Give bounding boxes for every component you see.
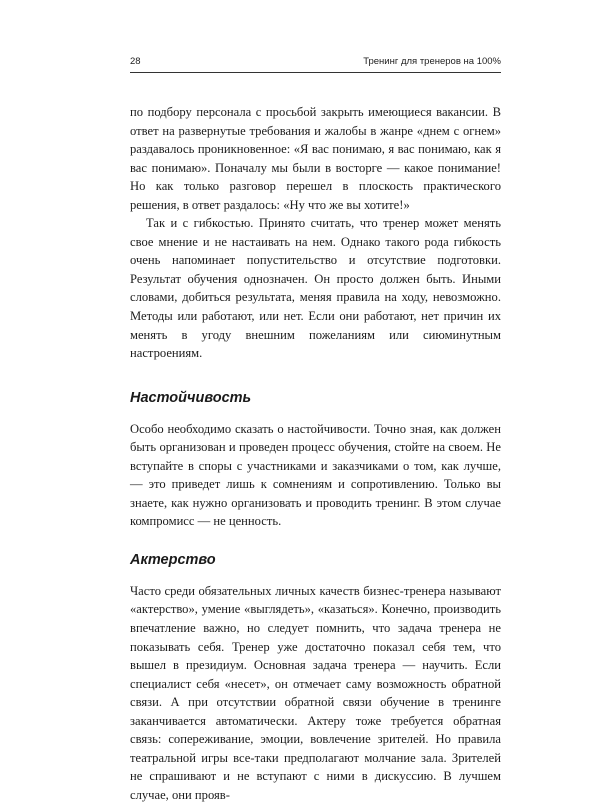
paragraph-1: по подбору персонала с просьбой закрыть имеющиеся вакансии. В ответ на развернутые требования и жалобы в жанре «днем с огнем» раздавалось проникновенное: «Я вас понимаю, я вас понимаю, как я вас понимаю». Поначалу мы были в восторге — какое понимание! Но как только разговор перешел в плоскость практического решения, в ответ раздалось: «Ну что же вы хотите!» bbox=[130, 105, 501, 212]
paragraph-3: Особо необходимо сказать о настойчивости. Точно зная, как должен быть организован и проведен процесс обучения, стойте на своем. Не вступайте в споры с участниками и заказчиками о том, как лучше, — это приведет лишь к сомнениям и сопротивлению. Только вы знаете, как нужно организовать и проводить тренинг. В этом случае компромисс — не ценность. bbox=[130, 421, 501, 529]
section-heading-persistence: Настойчивость bbox=[130, 389, 252, 406]
header-divider bbox=[130, 72, 501, 73]
book-title: Тренинг для тренеров на 100% bbox=[363, 56, 501, 67]
page-body bbox=[130, 103, 501, 805]
section-heading-acting: Актерство bbox=[130, 551, 216, 568]
paragraph-4: Часто среди обязательных личных качеств бизнес-тренера называют «актерство», умение «выглядеть», «казаться». Конечно, производить впечатление важно, но следует помнить, что задача тренера не показывать себя. Тренер уже достаточно показал себя тем, что вышел в президиум. Основная задача тренера — научить. Если специалист себя «несет», он отмечает саму возможность обратной связи. А при отсутствии обратной связи обучение в тренинге заканчивается автоматически. Актеру тоже требуется обратная связь: сопереживание, эмоции, вовлечение зрителей. Но правила театральной игры все-таки предполагают молчание зала. Зрителей не спрашивают и не вступают с ними в дискуссию. В лучшем случае, они прояв- bbox=[130, 583, 501, 802]
paragraph-2: Так и с гибкостью. Принято считать, что тренер может менять свое мнение и не настаивать на нем. Однако такого рода гибкость очень напоминает попустительство и отсутствие подготовки. Результат обучения однозначен. Он просто должен быть. Иными словами, добиться результата, меняя правила на ходу, невозможно. Методы или работают, или нет. Если они работают, нет причин их менять в угоду внешним пожеланиям или сиюминутным настроениям. bbox=[130, 216, 501, 361]
page-number: 28 bbox=[130, 56, 141, 67]
running-head bbox=[130, 56, 501, 67]
